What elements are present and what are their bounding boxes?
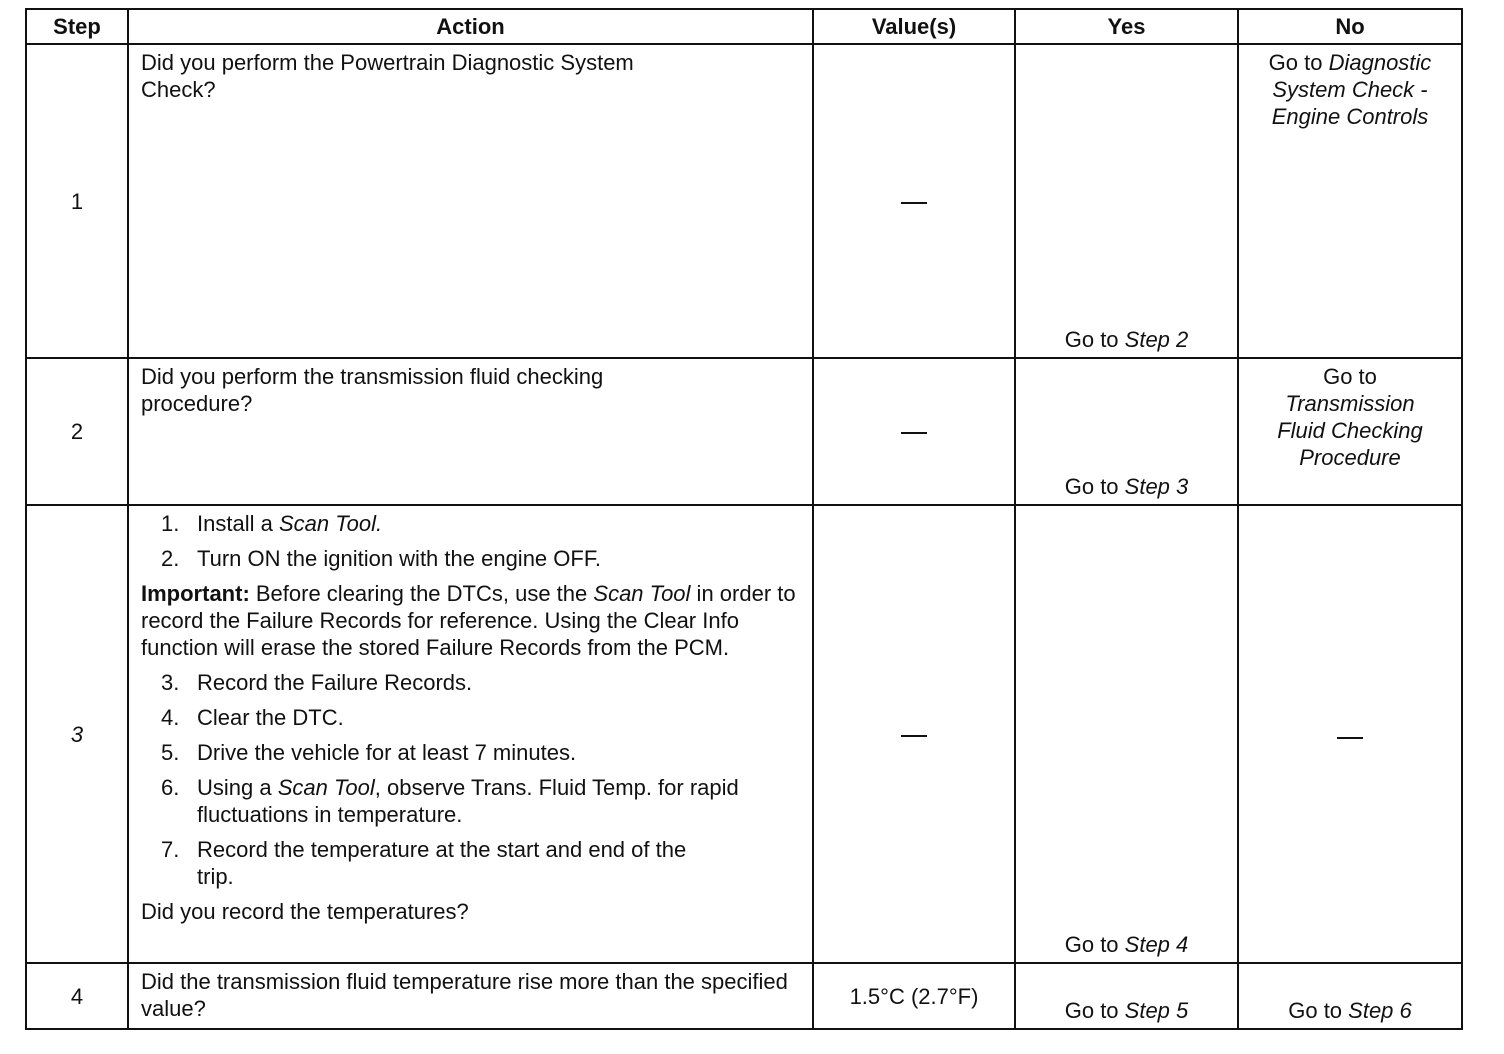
list-item: 5. Drive the vehicle for at least 7 minutes.: [161, 740, 577, 765]
yes-cell: [1015, 44, 1238, 358]
yes-link[interactable]: Step 2: [1124, 327, 1189, 352]
yes-link[interactable]: Step 4: [1124, 932, 1189, 957]
dash-icon: [901, 735, 927, 737]
table-row: [26, 44, 1462, 358]
value-cell: [813, 44, 1015, 358]
step-question: Did you record the temperatures?: [141, 899, 469, 924]
list-item: 2. Turn ON the ignition with the engine OFF.: [161, 546, 601, 571]
header-no: No: [1238, 9, 1462, 44]
no-link[interactable]: Step 6: [1348, 998, 1412, 1023]
dash-icon: [1337, 737, 1363, 739]
yes-prefix: Go to: [1064, 932, 1125, 957]
header-step: Step: [26, 9, 128, 44]
action-cell: [128, 44, 813, 358]
action-text: Did you perform the Powertrain Diagnostic System Check?: [141, 50, 634, 102]
list-item: 1. Install a Scan Tool.: [161, 511, 383, 536]
action-text: Did the transmission fluid temperature rise more than the specified value?: [141, 969, 788, 1021]
header-yes: Yes: [1015, 9, 1238, 44]
header-values: Value(s): [813, 9, 1015, 44]
diagnostic-table: [25, 8, 1463, 1030]
value-cell: [813, 358, 1015, 505]
action-cell: [128, 505, 813, 963]
no-prefix: Go to: [1268, 50, 1329, 75]
no-link[interactable]: Transmission Fluid Checking Procedure: [1277, 391, 1423, 470]
value-cell: 1.5°C (2.7°F): [813, 963, 1015, 1029]
dash-icon: [901, 432, 927, 434]
yes-link[interactable]: Step 3: [1124, 474, 1189, 499]
action-text: Did you perform the transmission fluid checking procedure?: [141, 364, 604, 416]
yes-prefix: Go to: [1064, 474, 1125, 499]
yes-cell: [1015, 963, 1238, 1029]
table-row: [26, 505, 1462, 963]
yes-prefix: Go to: [1064, 327, 1125, 352]
step-number: 2: [26, 358, 128, 505]
header-action: Action: [128, 9, 813, 44]
no-prefix: Go to: [1288, 998, 1349, 1023]
table-row: [26, 963, 1462, 1029]
important-note: Important: Before clearing the DTCs, use the Scan Tool in order to record the Failure Records for reference. Using the Clear Info function will erase the stored Failure Records from the PCM.: [141, 581, 796, 660]
action-cell: [128, 358, 813, 505]
yes-prefix: Go to: [1064, 998, 1125, 1023]
action-cell: [128, 963, 813, 1029]
list-item: 4. Clear the DTC.: [161, 705, 344, 730]
yes-link[interactable]: Step 5: [1124, 998, 1189, 1023]
no-cell: [1238, 963, 1462, 1029]
list-item: 3. Record the Failure Records.: [161, 670, 473, 695]
step-list-a: [141, 510, 800, 572]
step-number: 4: [26, 963, 128, 1029]
step-number: 3: [26, 505, 128, 963]
no-cell: [1238, 358, 1462, 505]
list-item: 6. Using a Scan Tool, observe Trans. Fluid Temp. for rapid fluctuations in temperature.: [161, 775, 739, 827]
no-prefix: Go to: [1323, 364, 1377, 389]
table-row: [26, 358, 1462, 505]
no-link[interactable]: Diagnostic System Check - Engine Controls: [1271, 50, 1432, 129]
value-cell: [813, 505, 1015, 963]
dash-icon: [901, 202, 927, 204]
header-row: [26, 9, 1462, 44]
no-cell: [1238, 505, 1462, 963]
no-cell: [1238, 44, 1462, 358]
step-list-b: [141, 669, 800, 890]
step-number: 1: [26, 44, 128, 358]
yes-cell: [1015, 358, 1238, 505]
list-item: 7. Record the temperature at the start and end of the trip.: [161, 837, 687, 889]
yes-cell: [1015, 505, 1238, 963]
